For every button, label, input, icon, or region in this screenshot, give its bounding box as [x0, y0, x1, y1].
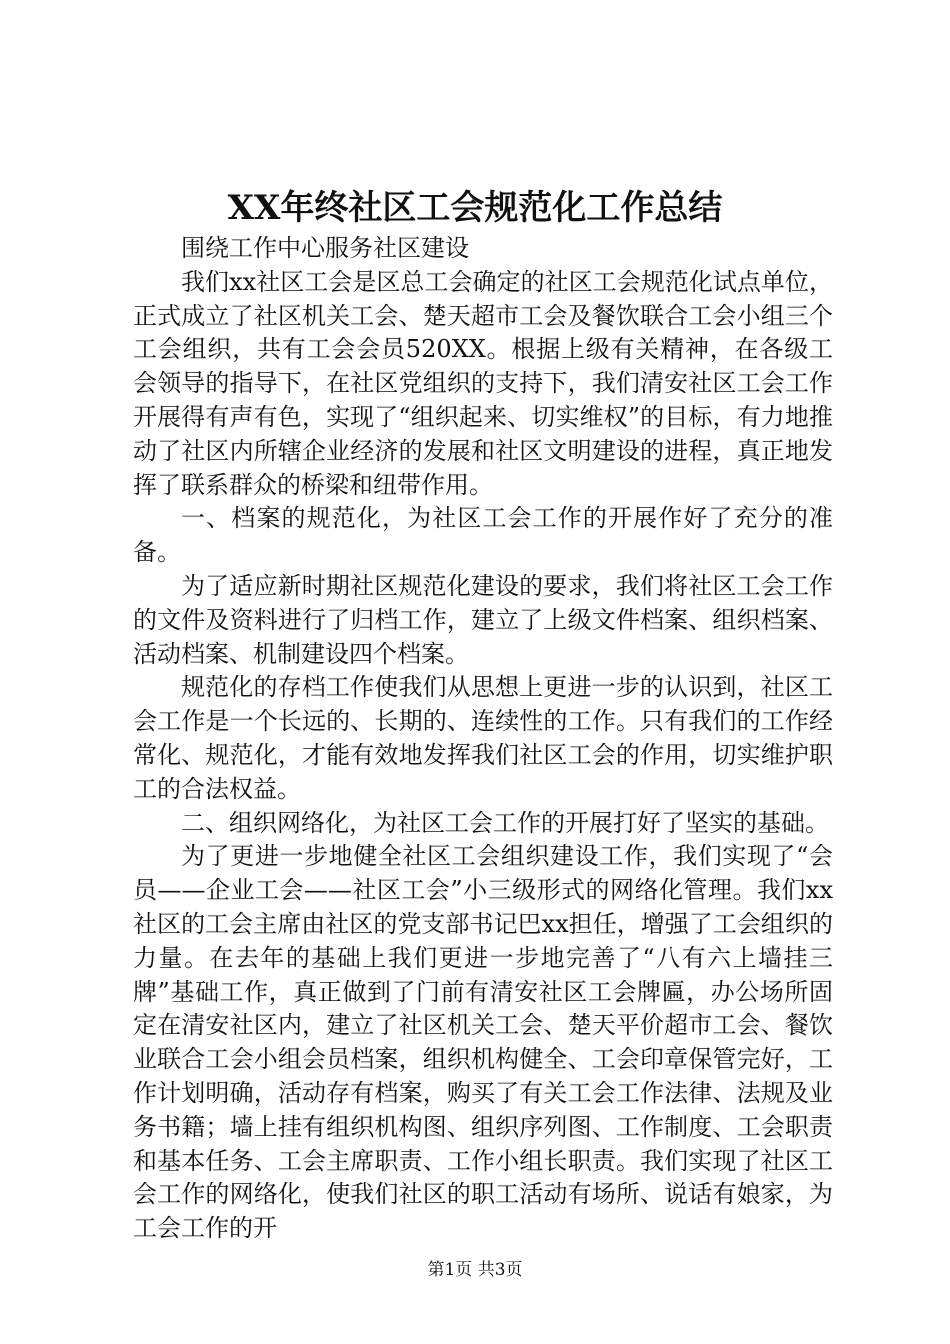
section-heading-1: 一、档案的规范化，为社区工会工作的开展作好了充分的准备。: [133, 504, 833, 567]
paragraph-archive-significance: 规范化的存档工作使我们从思想上更进一步的认识到，社区工会工作是一个长远的、长期的、连续性的工作。只有我们的工作经常化、规范化，才能有效地发挥我们社区工会的作用，切实维护职工的合法权益。: [133, 673, 833, 803]
paragraph-intro: 我们xx社区工会是区总工会确定的社区工会规范化试点单位，正式成立了社区机关工会、楚天超市工会及餐饮联合工会小组三个工会组织，共有工会会员520XX。根据上级有关精神，在各级工会领导的指导下，在社区党组织的支持下，我们清安社区工会工作开展得有声有色，实现了“组织起来、切实维权”的目标，有力地推动了社区内所辖企业经济的发展和社区文明建设的进程，真正地发挥了联系群众的桥梁和纽带作用。: [133, 267, 833, 499]
page-number-footer: 第1页 共3页: [427, 1260, 523, 1280]
paragraph-subtitle: 围绕工作中心服务社区建设: [181, 234, 469, 262]
document-body: [133, 232, 833, 1246]
section-heading-2: 二、组织网络化，为社区工会工作的开展打好了坚实的基础。: [181, 808, 829, 837]
paragraph-network: 为了更进一步地健全社区工会组织建设工作，我们实现了“会员——企业工会——社区工会”小三级形式的网络化管理。我们xx社区的工会主席由社区的党支部书记巴xx担任，增强了工会组织的力量。在去年的基础上我们更进一步地完善了“八有六上墙挂三牌”基础工作，真正做到了门前有清安社区工会牌匾，办公场所固定在清安社区内，建立了社区机关工会、楚天平价超市工会、餐饮业联合工会小组会员档案，组织机构健全、工会印章保管完好，工作计划明确，活动存有档案，购买了有关工会工作法律、法规及业务书籍；墙上挂有组织机构图、组织序列图、工作制度、工会职责和基本任务、工会主席职责、工作小组长职责。我们实现了社区工会工作的网络化，使我们社区的职工活动有场所、说话有娘家，为工会工作的开: [133, 842, 833, 1243]
document-title: XX年终社区工会规范化工作总结: [227, 188, 723, 228]
paragraph-archive: 为了适应新时期社区规范化建设的要求，我们将社区工会工作的文件及资料进行了归档工作，建立了上级文件档案、组织档案、活动档案、机制建设四个档案。: [133, 571, 833, 668]
